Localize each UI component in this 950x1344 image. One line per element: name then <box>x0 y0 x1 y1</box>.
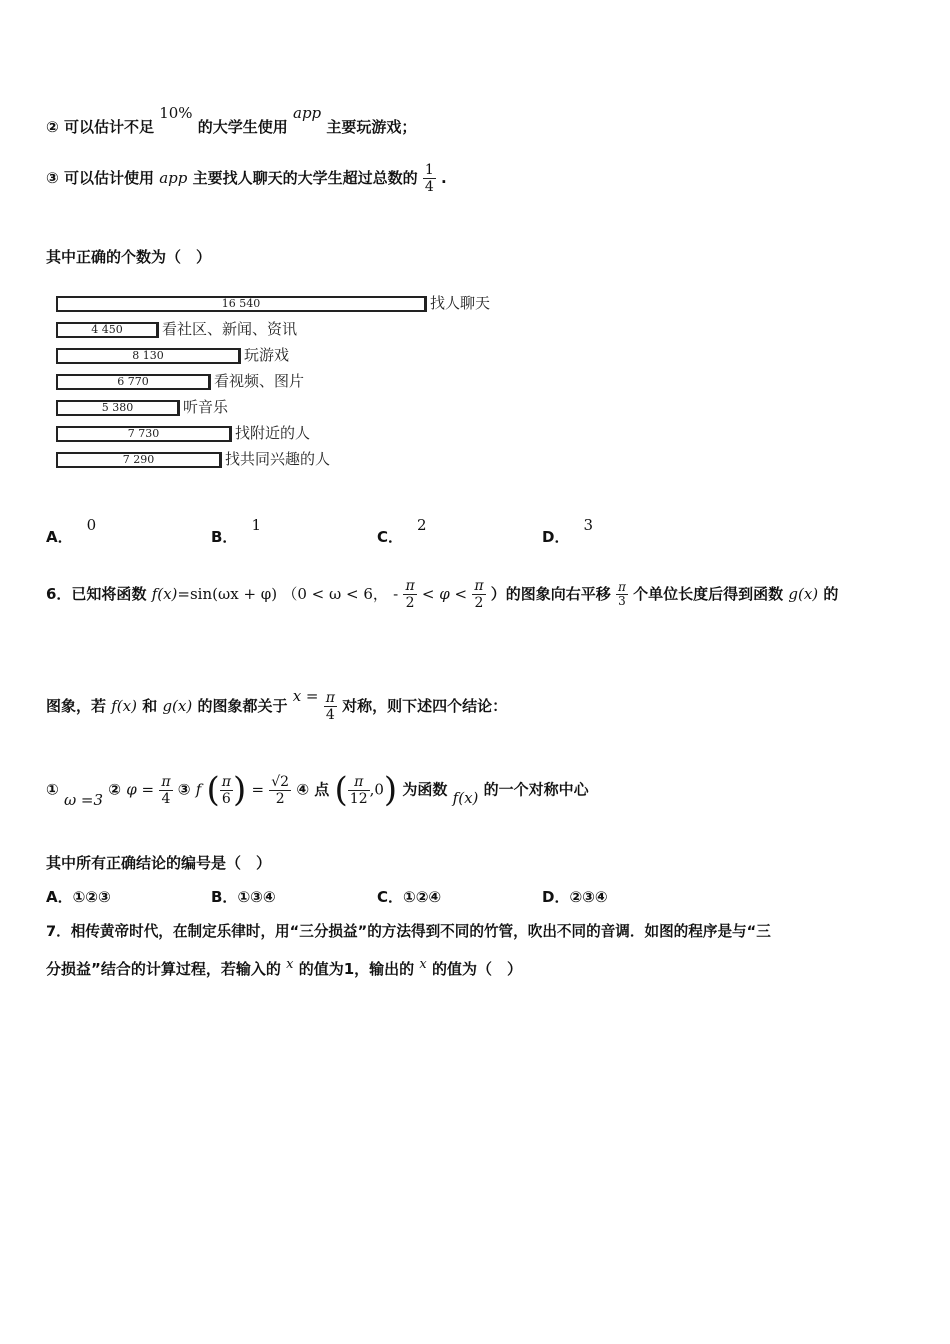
q6-option-c-label: C． <box>377 888 404 906</box>
q5-option-c[interactable] <box>377 516 427 547</box>
q6-fx: f(x) <box>151 585 178 603</box>
bar-6 <box>56 452 222 468</box>
q5-option-d-value: 3 <box>583 516 593 534</box>
q5-option-d-label: D． <box>542 528 570 546</box>
q6-minus: - <box>393 585 399 603</box>
q7-line-2 <box>46 958 522 979</box>
q6-option-d-label: D． <box>542 888 570 906</box>
q6-l2-x-eq: x = <box>292 687 319 705</box>
q6-pi-over-2-a: $\frac{\pi}{2}$ <box>405 578 415 611</box>
q6-option-a-value: ①②③ <box>72 888 111 906</box>
conclusion-1-expr: ω =3 <box>63 790 104 809</box>
q6-l2-text-2: 的图象都关于 <box>197 697 288 715</box>
q6-prompt: 其中所有正确结论的编号是（ ） <box>46 854 272 872</box>
q5-option-a-label: A． <box>46 528 73 546</box>
q7-x-output: x <box>419 957 427 972</box>
bar-category-label: 找附近的人 <box>235 424 311 442</box>
q5-option-b-value: 1 <box>251 516 261 534</box>
q6-option-b-value: ①③④ <box>237 888 276 906</box>
q5-option-c-label: C． <box>377 528 404 546</box>
conclusion-2-mark: ② <box>108 780 121 799</box>
bar-value-label: 7 290 <box>122 453 155 466</box>
statement-3-end: . <box>440 169 447 187</box>
circle-2: ② <box>46 118 59 136</box>
q6-l2-and: 和 <box>142 697 158 715</box>
q5-option-a-value: 0 <box>86 516 97 534</box>
q6-l2-gx: g(x) <box>162 697 193 715</box>
bar-0 <box>56 296 427 312</box>
conclusion-4-pi-over-12: $\frac{\pi}{12}$ <box>349 773 368 807</box>
bar-category-label: 找人聊天 <box>430 294 491 312</box>
conclusion-4-text: 为函数 <box>402 780 448 799</box>
statement-3-app: app <box>159 169 188 187</box>
bar-category-label: 听音乐 <box>183 398 229 416</box>
statement-3-text-2: 主要找人聊天的大学生超过总数的 <box>192 169 418 187</box>
statement-2 <box>46 104 417 137</box>
q6-pi-over-3: $\frac{\pi}{3}$ <box>618 580 626 608</box>
q6-l2-text-3: 对称，则下述四个结论： <box>342 697 508 715</box>
q7-text-c: 的值为（ ） <box>431 960 522 978</box>
bar-4 <box>56 400 180 416</box>
q5-prompt: 其中正确的个数为（ ） <box>46 248 212 266</box>
conclusion-2-pi-over-4: $\frac{\pi}{4}$ <box>161 773 171 807</box>
bar-chart <box>52 290 512 490</box>
q5-option-b[interactable] <box>211 516 261 547</box>
q6-option-d-value: ②③④ <box>569 888 608 906</box>
bar-1 <box>56 322 159 338</box>
q6-option-a[interactable] <box>46 886 111 907</box>
statement-2-text-2: 的大学生使用 <box>197 118 288 136</box>
q6-l2-text-1: 图象，若 <box>46 697 107 715</box>
q6-option-b[interactable] <box>211 886 276 907</box>
q7-text-a: 分损益”结合的计算过程，若输入的 <box>46 960 281 978</box>
conclusion-3-pi-over-6: $\frac{\pi}{6}$ <box>221 773 231 807</box>
q6-unit-text: 个单位长度后得到函数 <box>633 585 784 603</box>
conclusion-3-sqrt2-over-2: $\frac{√2}{2}$ <box>271 773 290 807</box>
q5-option-a[interactable] <box>46 516 97 547</box>
statement-2-app: app <box>293 104 322 122</box>
statement-3 <box>46 162 447 195</box>
q6-sin-expr: =sin(ωx + φ) <box>177 585 278 603</box>
q6-option-d[interactable] <box>542 886 608 907</box>
q5-option-b-label: B． <box>211 528 238 546</box>
conclusion-4-fx: f(x) <box>452 788 479 807</box>
conclusion-2-expr: φ = <box>126 780 155 799</box>
statement-2-text-3: 主要玩游戏； <box>326 118 417 136</box>
q5-option-d[interactable] <box>542 516 593 547</box>
q6-option-a-label: A． <box>46 888 73 906</box>
bar-value-label: 5 380 <box>101 401 134 414</box>
q6-shift-text: ）的图象向右平移 <box>490 585 611 603</box>
bar-2 <box>56 348 241 364</box>
q6-line-3: ① ω =3 ② φ = $\frac{\pi}{4}$ ③ f ( $\frac{\pi}{6}$ ) = $\frac{√2}{2}$ ④ 点 ( $\frac{\pi}{12}$ ,0) 为函数 f(x) 的一个对称中心 <box>46 770 589 810</box>
q7-text-b: 的值为1，输出的 <box>298 960 415 978</box>
q6-pi-over-2-b: $\frac{\pi}{2}$ <box>474 578 484 611</box>
conclusion-3-mark: ③ <box>177 780 191 799</box>
q6-option-c[interactable] <box>377 886 441 907</box>
q6-omega-range: （0 < ω < 6， <box>282 585 388 603</box>
q6-de: 的 <box>823 585 839 603</box>
q6-line-2 <box>46 687 508 723</box>
conclusion-3-f: f <box>195 780 202 799</box>
q6-number: 6．已知将函数 <box>46 585 147 603</box>
statement-2-text-1: 可以估计不足 <box>63 118 154 136</box>
q6-pi-over-4: $\frac{\pi}{4}$ <box>325 690 335 723</box>
bar-value-label: 16 540 <box>221 297 261 310</box>
bar-value-label: 6 770 <box>117 375 149 388</box>
circle-3: ③ <box>46 169 59 187</box>
conclusion-4-zero: ,0 <box>369 780 384 799</box>
bar-3 <box>56 374 211 390</box>
bar-category-label: 找共同兴趣的人 <box>225 450 331 468</box>
q6-option-c-value: ①②④ <box>403 888 442 906</box>
bar-value-label: 4 450 <box>91 323 123 336</box>
q7-line-1: 7．相传黄帝时代，在制定乐律时，用“三分损益”的方法得到不同的竹管，吹出不同的音调．如图的程序是与“三 <box>46 923 771 940</box>
fraction-one-quarter: $\frac{1}{4}$ <box>424 162 434 195</box>
conclusion-4-mark: ④ <box>296 780 310 799</box>
bar-value-label: 7 730 <box>127 427 160 440</box>
conclusion-4-point: 点 <box>314 780 330 799</box>
bar-category-label: 玩游戏 <box>244 346 290 364</box>
bar-value-label: 8 130 <box>132 349 164 362</box>
q7-x-input: x <box>286 957 294 972</box>
statement-2-percent: 10% <box>159 104 193 122</box>
bar-category-label: 看社区、新闻、资讯 <box>162 320 298 338</box>
q5-option-c-value: 2 <box>417 516 427 534</box>
conclusion-4-tail: 的一个对称中心 <box>483 780 589 799</box>
bar-category-label: 看视频、图片 <box>214 372 305 390</box>
conclusion-3-eq: = <box>251 780 265 799</box>
statement-3-text-1: 可以估计使用 <box>63 169 154 187</box>
bar-5 <box>56 426 232 442</box>
conclusion-1-mark: ① <box>46 780 59 799</box>
q6-line-1 <box>46 578 838 611</box>
q6-option-b-label: B． <box>211 888 238 906</box>
q6-gx: g(x) <box>788 585 819 603</box>
q6-phi-range: < φ < <box>421 585 468 603</box>
q6-l2-fx: f(x) <box>111 697 137 715</box>
